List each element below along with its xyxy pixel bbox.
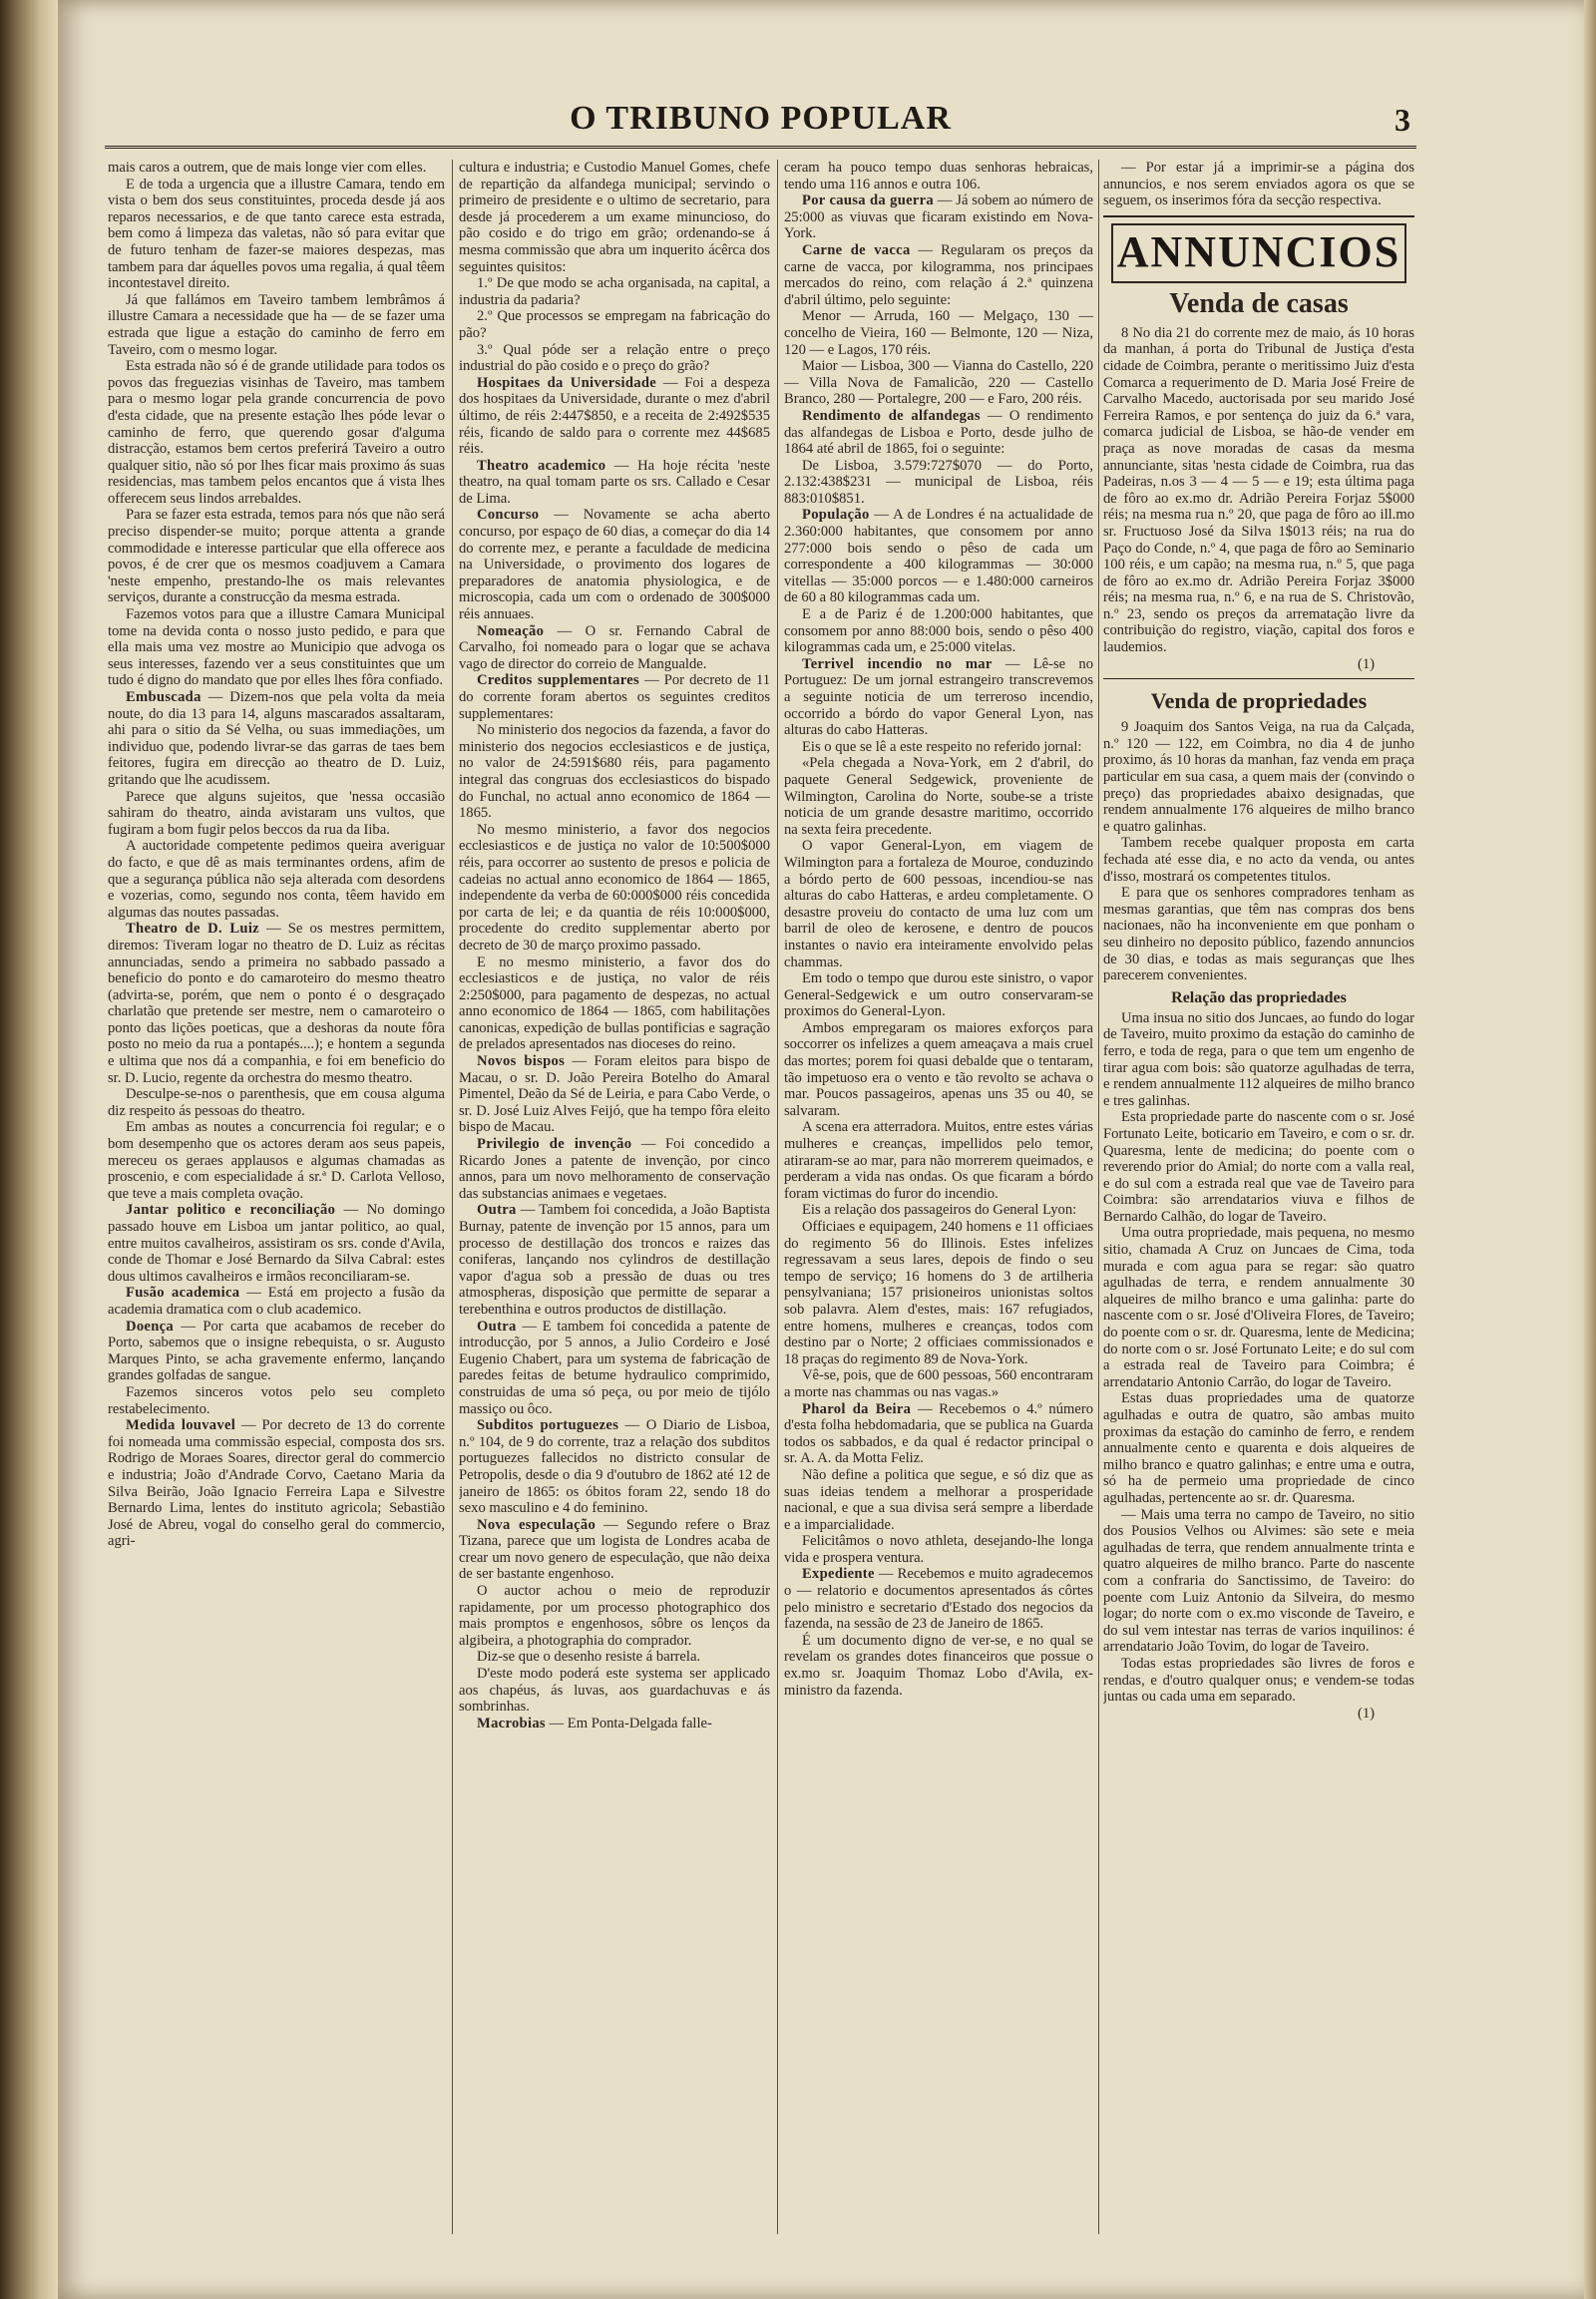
article-nomeacao: Nomeação — O sr. Fernando Cabral de Carvalho, foi nomeado para o logar que se achava vago de director do correio de Mangualde. bbox=[459, 622, 770, 672]
page-number: 3 bbox=[1395, 102, 1410, 138]
paragraph: Officiaes e equipagem, 240 homens e 11 officiaes do regimento 56 do Illinois. Estes infelizes regressavam a seus lares, depois de findo o seu tempo de serviço; 16 homens do 3 de artilheria pensylvaniana; 157 prisioneiros unionistas soltos sob palavra. Alem d'estes, mais: 167 refugiados, entre homens, mulheres e creanças, todos com destino par o Norte; 2 officiaes commissionados e 18 praças do regimento 89 de Nova-York. bbox=[784, 1219, 1093, 1367]
article-pharol-da-beira: Pharol da Beira — Recebemos o 4.º número d'esta folha hebdomadaria, que se publica na Guarda todos os sabbados, e da qual é redactor principal o sr. A. A. da Motta Feliz. bbox=[784, 1400, 1093, 1467]
paragraph: 2.º Que processos se empregam na fabricação do pão? bbox=[459, 308, 770, 341]
paragraph: Todas estas propriedades são livres de foros e rendas, e d'outro qualquer onus; e vendem-se todas juntas ou cada uma em separado. bbox=[1103, 1655, 1414, 1706]
article-embuscada: Embuscada — Dizem-nos que pela volta da meia noute, do dia 13 para 14, alguns mascarados assaltaram, ahi para o sitio da Sé Velha, ou suas immediações, um individuo que, podendo livrar-se das garras de taes bem feitores, fugira em direcção ao theatro de D. Luiz, gritando que lhe acudissem. bbox=[108, 689, 445, 788]
article-headline: Theatro de D. Luiz bbox=[126, 921, 259, 938]
article-headline: Nomeação bbox=[477, 622, 545, 639]
paragraph: 3.º Qual póde ser a relação entre o preço industrial do pão cosido e o preço do grão? bbox=[459, 341, 770, 375]
paragraph: Fazemos votos para que a illustre Camara Municipal tome na devida conta o nosso justo pedido, e para que ella mais uma vez mostre ao Municipio que advoga os seus interesses, fazendo ver a seus constituintes que um tudo é digno do mandato que por elles lhes fôra confiado. bbox=[108, 606, 445, 689]
paragraph: Eis o que se lê a este respeito no referido jornal: bbox=[802, 738, 1082, 755]
paragraph: Estas duas propriedades uma de quatorze agulhadas e outra de quatro, são ambas muito proximas da estação do caminho de ferro, e rendem annualmente cento e quarenta e dois alqueires de milho branco e quatro galinhas; e entre uma e outra, só ha de permeio uma propriedade de cinco agulhadas, pertencente ao sr. dr. Quaresma. bbox=[1103, 1390, 1414, 1506]
paragraph: «Pela chegada a Nova-York, em 2 d'abril, do paquete General Sedgewick, proveniente de Wilmington, Carolina do Norte, soube-se a triste noticia de um grande desastre maritimo, occorrido na sexta feira precedente. bbox=[784, 755, 1093, 838]
article-headline: Por causa da guerra bbox=[802, 192, 935, 209]
article-headline: Pharol da Beira bbox=[802, 1400, 912, 1417]
article-jantar-politico: Jantar politico e reconciliação — No domingo passado houve em Lisboa um jantar politico, ao qual, entre muitos cavalheiros, assistiram os srs. conde d'Avila, conde de Thomar e José Bernardo da Silva Cabral: estes dous ultimos cavalheiros e irmãos reconciliaram-se. bbox=[108, 1202, 445, 1285]
article-headline: Privilegio de invenção bbox=[477, 1136, 632, 1153]
paragraph: Esta estrada não só é de grande utilidade para todos os povos das freguezias visinhas de Taveiro, mas tambem para o mesmo logar pela grande concurrencia de povo d'esta cidade, que na presente estação lhes póde levar o caminho de ferro, que querendo gosar d'alguma distracção, estamos bem certos preferirá Taveiro a outro qualquer sitio, não só por lhes ficar mais proximo ás suas residencias, mas tambem pelos encantos que á vista lhes offerecem seus lindos arrebaldes. bbox=[108, 358, 445, 507]
masthead bbox=[105, 98, 1416, 149]
relacao-heading: Relação das propriedades bbox=[1171, 988, 1347, 1006]
article-headline: Concurso bbox=[477, 507, 540, 524]
article-fusao-academica: Fusão academica — Está em projecto a fusão da academia dramatica com o club academico. bbox=[108, 1285, 445, 1318]
article-headline: Doença bbox=[126, 1318, 175, 1335]
annuncios-heading: ANNUNCIOS bbox=[1111, 223, 1406, 283]
article-doenca: Doença — Por carta que acabamos de receber do Porto, sabemos que o insigne rebequista, o sr. Augusto Marques Pinto, se acha gravemente enfermo, lançando grandes golfadas de sangue. bbox=[108, 1318, 445, 1384]
paragraph: O auctor achou o meio de reproduzir rapidamente, por um processo photographico dos mais promptos e engenhosos, sôbre os lenços da algibeira, a photographia do comprador. bbox=[459, 1583, 770, 1649]
paragraph: ceram ha pouco tempo duas senhoras hebraicas, tendo uma 116 annos e outra 106. bbox=[784, 160, 1093, 192]
article-hospitaes: Hospitaes da Universidade — Foi a despeza dos hospitaes da Universidade, durante o mez d'abril último, de réis 2:447$850, e a receita de 2:492$535 réis, ficando de saldo para o corrente mez 44$685 réis. bbox=[459, 374, 770, 458]
article-headline: Fusão academica bbox=[126, 1285, 240, 1302]
article-headline: Novos bispos bbox=[477, 1053, 566, 1070]
article-headline: Subditos portuguezes bbox=[477, 1417, 619, 1434]
notice: — Por estar já a imprimir-se a página dos annuncios, e nos serem enviados agora os que se seguem, os inserimos fóra da secção respectiva. bbox=[1103, 160, 1414, 209]
article-headline: Theatro academico bbox=[477, 457, 606, 474]
paragraph: Parece que alguns sujeitos, que 'nessa occasião sahiram do theatro, ainda avistaram uns vultos, que fugiram a bom fugir pelos beccos da rua da Iiba. bbox=[108, 788, 445, 838]
paragraph: E no mesmo ministerio, a favor dos do ecclesiasticos e de justiça, no valor de réis 2:250$000, para pagamento de despezas, no actual anno economico de 1864 — 1865, com habilitações canonicas, expedição de bullas pontificias e sagração de prelados apresentados nas dioceses do reino. bbox=[459, 954, 770, 1053]
article-carne-de-vacca: Carne de vacca — Regularam os preços da carne de vacca, por kilogramma, nos principaes mercados do reino, com relação á 2.ª quinzena d'abril último, pelo seguinte: bbox=[784, 241, 1093, 308]
article-medida-louvavel: Medida louvavel — Por decreto de 13 do corrente foi nomeada uma commissão especial, composta dos srs. Rodrigo de Moraes Soares, director geral do commercio e industria; João d'Andrade Corvo, Caetano Maria da Silva Beirão, João Ignacio Ferreira Lapa e Silvestre Bernardo Lima, lentes do instituto agricola; Sebastião José de Abreu, vogal do conselho geral do commercio, agri- bbox=[108, 1417, 445, 1550]
article-outra: Outra — Tambem foi concedida, a João Baptista Burnay, patente de invenção por 15 annos, para um processo de destillação dos troncos e raizes das coniferas, lançando nos cylindros de destillação vapor d'agua sob a pressão de duas ou tres atmospheras, disposição que permitte de separar a terebenthina e outros productos de distillação. bbox=[459, 1202, 770, 1318]
column-rule bbox=[1098, 160, 1099, 2234]
paragraph: Não define a politica que segue, e só diz que as suas ideias tendem a melhorar a prosperidade nacional, e que a sua divisa será sempre a liberdade e a imparcialidade. bbox=[784, 1466, 1093, 1533]
paragraph: É um documento digno de ver-se, e no qual se revelam os grandes dotes financeiros que possue o ex.mo sr. Joaquim Thomaz Lobo d'Avila, ex-ministro da fazenda. bbox=[784, 1632, 1093, 1699]
paragraph: D'este modo poderá este systema ser applicado aos chapéus, ás luvas, aos guardachuvas e ás sombrinhas. bbox=[459, 1666, 770, 1716]
column-1 bbox=[108, 160, 445, 2234]
article-headline: Embuscada bbox=[126, 689, 201, 705]
article-headline: Jantar politico e reconciliação bbox=[126, 1202, 336, 1219]
article-headline: Rendimento de alfandegas bbox=[802, 407, 981, 424]
divider bbox=[1103, 215, 1414, 217]
paragraph: Maior — Lisboa, 300 — Vianna do Castello, 220 — Villa Nova de Famalicão, 220 — Castello Branco, 280 — Portalegre, 200 — e Faro, 200 réis. bbox=[784, 358, 1093, 408]
article-theatro-academico: Theatro academico — Ha hoje récita 'neste theatro, na qual tomam parte os srs. Callado e Cesar de Lima. bbox=[459, 457, 770, 507]
paragraph: Vê-se, pois, que de 600 pessoas, 560 encontraram a morte nas chammas ou nas vagas.» bbox=[784, 1367, 1093, 1400]
book-spine bbox=[0, 0, 58, 2299]
paragraph: No mesmo ministerio, a favor dos negocios ecclesiasticos e de justiça no valor de 10:500$000 réis, para occorrer ao sustento de presos e policia de cadeias no actual anno economico de 1864 — 1865, independente da verba de 60:000$000 réis concedida por carta de lei; e da quantia de réis 10:000$000, procedente do credito supplementar aberto por decreto de 30 de março proximo passado. bbox=[459, 821, 770, 954]
article-nova-especulacao: Nova especulação — Segundo refere o Braz Tizana, parece que um logista de Londres acaba de crear um novo genero de especulação, que não deixa de ser bastante engenhoso. bbox=[459, 1516, 770, 1583]
paragraph: Em ambas as noutes a concurrencia foi regular; e o bom desempenho que os actores deram aos seus papeis, mereceu os geraes applausos e algumas chamadas as proscenio, e com especialidade á sr.ª D. Carlota Velloso, que teve a mais completa ovação. bbox=[108, 1119, 445, 1202]
article-outra: Outra — E tambem foi concedida a patente de introducção, por 5 annos, a Julio Cordeiro e José Eugenio Chabert, para um systema de fabricação de paredes feitas de betume hydraulico comprimido, construidas de uma só peça, ou por meio de tijólo massiço ou ôco. bbox=[459, 1318, 770, 1417]
paragraph: Felicitâmos o novo athleta, desejando-lhe longa vida e prospera ventura. bbox=[784, 1533, 1093, 1566]
paragraph: A scena era atterradora. Muitos, entre estes várias mulheres e creanças, impellidos pelo temor, atiraram-se ao mar, para não morrerem queimados, e perderam a vida nas ondas. Os que ficaram a bórdo foram victimas do furor do incendio. bbox=[784, 1119, 1093, 1202]
paragraph: De Lisboa, 3.579:727$070 — do Porto, 2.132:438$231 — municipal de Lisboa, réis 883:010$851. bbox=[784, 457, 1093, 507]
paragraph: Desculpe-se-nos o parenthesis, que em cousa alguma diz respeito ás pessoas do theatro. bbox=[108, 1086, 445, 1119]
article-macrobias: Macrobias — Em Ponta-Delgada falle- bbox=[477, 1715, 712, 1731]
article-headline: Terrivel incendio no mar bbox=[802, 655, 993, 672]
column-3 bbox=[784, 160, 1093, 2234]
column-rule bbox=[452, 160, 453, 2234]
paragraph: E a de Pariz é de 1.200:000 habitantes, que consomem por anno 88:000 bois, sendo o pêso 400 kilogrammas cada um, e 25:000 vitelas. bbox=[784, 606, 1093, 656]
venda-casas-heading: Venda de casas bbox=[1169, 287, 1349, 319]
article-headline: Creditos supplementares bbox=[477, 672, 640, 689]
ad-mark: (1) bbox=[1357, 655, 1375, 672]
article-headline: Hospitaes da Universidade bbox=[477, 374, 657, 391]
article-privilegio: Privilegio de invenção — Foi concedido a Ricardo Jones a patente de invenção, por cinco annos, para um novo melhoramento de conservação das substancias animaes e vegetaes. bbox=[459, 1136, 770, 1202]
paragraph: Uma insua no sitio dos Juncaes, ao fundo do logar de Taveiro, muito proximo da estação do caminho de ferro, e toda de rega, para o que tem um engenho de tirar agua com bois: são quatorze agulhadas de terra, e rendem annualmente 112 alqueires de milho branco e tres galinhas. bbox=[1103, 1009, 1414, 1109]
venda-propriedades-heading: Venda de propriedades bbox=[1150, 688, 1368, 714]
article-headline: Medida louvavel bbox=[126, 1417, 236, 1434]
column-4 bbox=[1103, 160, 1414, 2234]
article-novos-bispos: Novos bispos — Foram eleitos para bispo de Macau, o sr. D. João Pereira Botelho do Amaral Pimentel, Deão da Sé de Leiria, e para Cabo Verde, o sr. D. José Luiz Alves Feijó, que ha tempo fôra eleito bispo de Macau. bbox=[459, 1053, 770, 1136]
paragraph: Em todo o tempo que durou este sinistro, o vapor General-Sedgewick e um outro conservaram-se proximos do General-Lyon. bbox=[784, 970, 1093, 1020]
ad-mark: (1) bbox=[1357, 1705, 1375, 1722]
paragraph: Esta propriedade parte do nascente com o sr. José Fortunato Leite, boticario em Taveiro, e com o sr. dr. Quaresma, lente de medicina; do poente com o reverendo prior do Amial; do norte com a valla real, e do sul com a estrada real que vae de Taveiro para Coimbra: são arrendatarios viuva e filhos de Bernardo Calhão, do logar de Taveiro. bbox=[1103, 1109, 1414, 1225]
article-headline: Expediente bbox=[802, 1566, 875, 1583]
paragraph: Uma outra propriedade, mais pequena, no mesmo sitio, chamada A Cruz on Juncaes de Cima, toda murada e com agua para se regar: são quatro agulhadas de terra, e rendem annualmente 30 alqueires de milho branco e uma galinha: parte do nascente com o sr. José d'Oliveira Flores, de Taveiro; do poente com o sr. dr. Quaresma, lente de Medicina; do norte com o sr. José Fortunato Leite; e do sul com a estrada real de Taveiro para Coimbra; é arrendatario Antonio Carrão, do logar de Taveiro. bbox=[1103, 1225, 1414, 1390]
article-headline: População bbox=[802, 507, 870, 524]
column-rule bbox=[777, 160, 778, 2234]
paragraph: Ambos empregaram os maiores exforços para soccorrer os infelizes a quem ameaçava a mais cruel das mortes; porem foi quasi debalde que o tentaram, tão impetuoso era o vento e tão revolto se achava o mar. Poucos passageiros, apenas uns 35 ou 40, se salvaram. bbox=[784, 1019, 1093, 1119]
paragraph: Eis a relação dos passageiros do General Lyon: bbox=[802, 1202, 1077, 1219]
article-por-causa-da-guerra: Por causa da guerra — Já sobem ao número de 25:000 as viuvas que ficaram existindo em Nova-York. bbox=[784, 192, 1093, 242]
venda-casas-text: 8 No dia 21 do corrente mez de maio, ás 10 horas da manhan, á porta do Tribunal de Justiça d'esta cidade de Coimbra, perante o meritissimo Juiz d'esta Comarca a requerimento de D. Maria José Freire de Carvalho Macedo, auctorisada por seu marido José Ferreira Ramos, e por sentença do juiz da 6.ª vara, comarca judicial de Lisboa, se hão-de vender em praça as nove moradas de casas da mesma annunciante, sitas 'nesta cidade de Coimbra, rua das Padeiras, n.os 3 — 4 — 5 — e 19; esta última paga de fôro ao ex.mo dr. Adrião Pereira Forjaz 5$000 réis; na mesma rua n.º 20, que paga de fôro ao ill.mo sr. Fructuoso José da Silva 1$013 réis; na rua do Paço do Conde, n.º 4, que paga de fôro ao Seminario 100 réis, e um capão; na mesma rua, n.º 5, que paga de fôro ao ex.mo dr. Adrião Pereira Forjaz 3$000 réis; na mesma rua, n.º 6, e na rua de S. Christovão, n.º 23, sendo os preços da arrematação livre da contribuição do registro, viação, capital dos foros e laudemios. bbox=[1103, 324, 1414, 656]
article-headline: Carne de vacca bbox=[802, 241, 911, 258]
paragraph: — Mais uma terra no campo de Taveiro, no sitio dos Pousios Velhos ou Alvimes: são sete e meia agulhadas de terra, que rendem annualmente trinta e quatro alqueires de milho branco. Parte do nascente com a confraria do Sanctissimo, de Taveiro: do poente com Luiz Antonio da Silveira, do mesmo logar; do norte com o ex.mo visconde de Taveiro, e do sul vem intestar nas terras de varios inquilinos: é arrendatario João Tovim, do logar de Taveiro. bbox=[1103, 1506, 1414, 1656]
column-2 bbox=[459, 160, 770, 2234]
paragraph: Diz-se que o desenho resiste á barrela. bbox=[477, 1649, 701, 1666]
paragraph: Para se fazer esta estrada, temos para nós que não será preciso dispender-se muito; porque attenta a grande commodidade e interesse particular que ella offerece aos povos, é de crer que os mesmos coadjuvem a Camara 'neste empenho, prestando-lhe os mais relevantes serviços, durante a construcção da mesma estrada. bbox=[108, 507, 445, 606]
article-rendimento: Rendimento de alfandegas — O rendimento das alfandegas de Lisboa e Porto, desde julho de 1864 até abril de 1865, foi o seguinte: bbox=[784, 407, 1093, 458]
article-subditos: Subditos portuguezes — O Diario de Lisboa, n.º 104, de 9 do corrente, traz a relação dos subditos portuguezes fallecidos no districto consular de Petropolis, desde o dia 9 d'outubro de 1862 até 12 de janeiro de 1865: os óbitos foram 22, sendo 18 do sexo masculino e 4 do feminino. bbox=[459, 1417, 770, 1517]
newspaper-title: O TRIBUNO POPULAR bbox=[570, 100, 952, 137]
paragraph: A auctoridade competente pedimos queira averiguar do facto, e que dê as mais terminantes ordens, afim de que a segurança pública não seja alterada com desordens e vozerias, como, segundo nos conta, têem havido em algumas das noutes passadas. bbox=[108, 838, 445, 921]
article-populacao: População — A de Londres é na actualidade de 2.360:000 habitantes, que consomem por anno 277:000 bois sendo o pêso de cada um correspondente a 400 kilogrammas — 30:000 vitellas — 35:000 porcos — e 1.480:000 carneiros de 60 a 80 kilogrammas cada um. bbox=[784, 507, 1093, 606]
paragraph: E de toda a urgencia que a illustre Camara, tendo em vista o bem dos seus constituintes, proceda desde já aos reparos necessarios, e de que tanto carece esta estrada, bem como á limpeza das valetas, não só para evitar que de futuro tenham de fazer-se maiores despezas, mas tambem para dar áquelles povos uma regalia, á qual têem incontestavel direito. bbox=[108, 176, 445, 292]
paragraph: 1.º De que modo se acha organisada, na capital, a industria da padaria? bbox=[459, 275, 770, 308]
article-creditos: Creditos supplementares — Por decreto de 11 do corrente foram abertos os seguintes creditos supplementares: bbox=[459, 672, 770, 722]
paragraph: mais caros a outrem, que de mais longe vier com elles. bbox=[108, 160, 427, 176]
paragraph: Fazemos sinceros votos pelo seu completo restabelecimento. bbox=[108, 1383, 445, 1417]
paragraph: 9 Joaquim dos Santos Veiga, na rua da Calçada, n.º 120 — 122, em Coimbra, no dia 4 de junho proximo, ás 10 horas da manhan, faz venda em praça particular em sua casa, a quem mais der (convindo o preço) das propriedades abaixo designadas, que rendem annualmente 176 alqueires de milho branco e quatro galinhas. bbox=[1103, 719, 1414, 835]
paragraph: Já que fallámos em Taveiro tambem lembrâmos á illustre Camara a necessidade que ha — de se fazer uma estrada que ligue a estação do caminho de ferro em Taveiro, com o mesmo logar. bbox=[108, 291, 445, 358]
divider bbox=[1103, 678, 1414, 679]
paragraph: O vapor General-Lyon, em viagem de Wilmington para a fortaleza de Mouroe, conduzindo a bórdo perto de 600 pessoas, incendiou-se nas alturas do cabo Hatteras, e ardeu completamente. O desastre proveiu do contacto de uma luz com um barril de oleo de kerosene, e dentro de poucos instantes o navio era inteiramente envolvido pelas chammas. bbox=[784, 838, 1093, 970]
paragraph: No ministerio dos negocios da fazenda, a favor do ministerio dos negocios ecclesiasticos e de justiça, no valor de 24:591$680 réis, para pagamento integral das congruas dos ecclesiasticos do bispado do Funchal, no actual anno economico de 1864 — 1865. bbox=[459, 722, 770, 822]
article-terrivel-incendio: Terrivel incendio no mar — Lê-se no Portuguez: De um jornal estrangeiro transcrevemos a seguinte noticia de um terreroso incendio, occorrido a bórdo do vapor General Lyon, nas alturas do cabo Hatteras. bbox=[784, 655, 1093, 739]
paragraph: cultura e industria; e Custodio Manuel Gomes, chefe de repartição da alfandega municipal; servindo o primeiro de presidente e o ultimo de secretario, para desde já procederem a um exame minuncioso, do pão cosido e do trigo em grão; ordenando-se á mesma commissão que abra um inquerito ácêrca dos seguintes quisitos: bbox=[459, 160, 770, 275]
paragraph: Menor — Arruda, 160 — Melgaço, 130 — concelho de Vieira, 160 — Belmonte, 120 — Niza, 120 — e Lagos, 170 réis. bbox=[784, 308, 1093, 358]
article-theatro-d-luiz: Theatro de D. Luiz — Se os mestres permittem, diremos: Tiveram logar no theatro de D. Luiz as récitas annunciadas, sendo a primeira no sabbado passado a beneficio do ponto e do camaroteiro do mesmo theatro (advirta-se, porém, que nem o ponto é o desgraçado charlatão que pretende ser mestre, nem o camaroteiro o ponto das lições poeticas, que a deshoras da noute fôra posto no meio da rua a pontapés....); e hontem a segunda e ultima que nos dá a companhia, e foi em beneficio do sr. D. Lucio, regente da orchestra do mesmo theatro. bbox=[108, 921, 445, 1086]
article-headline: Outra bbox=[477, 1202, 517, 1219]
article-expediente: Expediente — Recebemos e muito agradecemos o — relatorio e documentos apresentados ás côrtes pelo ministro e secretario d'Estado dos negocios da fazenda, na sessão de 23 de Janeiro de 1865. bbox=[784, 1566, 1093, 1633]
article-headline: Macrobias bbox=[477, 1715, 546, 1731]
article-headline: Nova especulação bbox=[477, 1516, 597, 1533]
paragraph: E para que os senhores compradores tenham as mesmas garantias, que têm nas compras dos bens nacionaes, não ha inconveniente em que ponham o seu dinheiro no deposito público, fazendo annuncios de 30 dias, e todas as mais seguranças que lhes parecerem convenientes. bbox=[1103, 885, 1414, 984]
page-edge bbox=[1584, 0, 1596, 2299]
article-concurso: Concurso — Novamente se acha aberto concurso, por espaço de 60 dias, a começar do dia 14 do corrente mez, e perante a faculdade de medicina na Universidade, o provimento dos logares de preparadores de anatomia physiologica, e de microscopia, cada um com o ordenado de 300$000 réis annuaes. bbox=[459, 507, 770, 623]
article-headline: Outra bbox=[477, 1318, 517, 1335]
paragraph: Tambem recebe qualquer proposta em carta fechada até esse dia, e no acto da venda, ou antes d'isso, mostrará os competentes titulos. bbox=[1103, 835, 1414, 885]
